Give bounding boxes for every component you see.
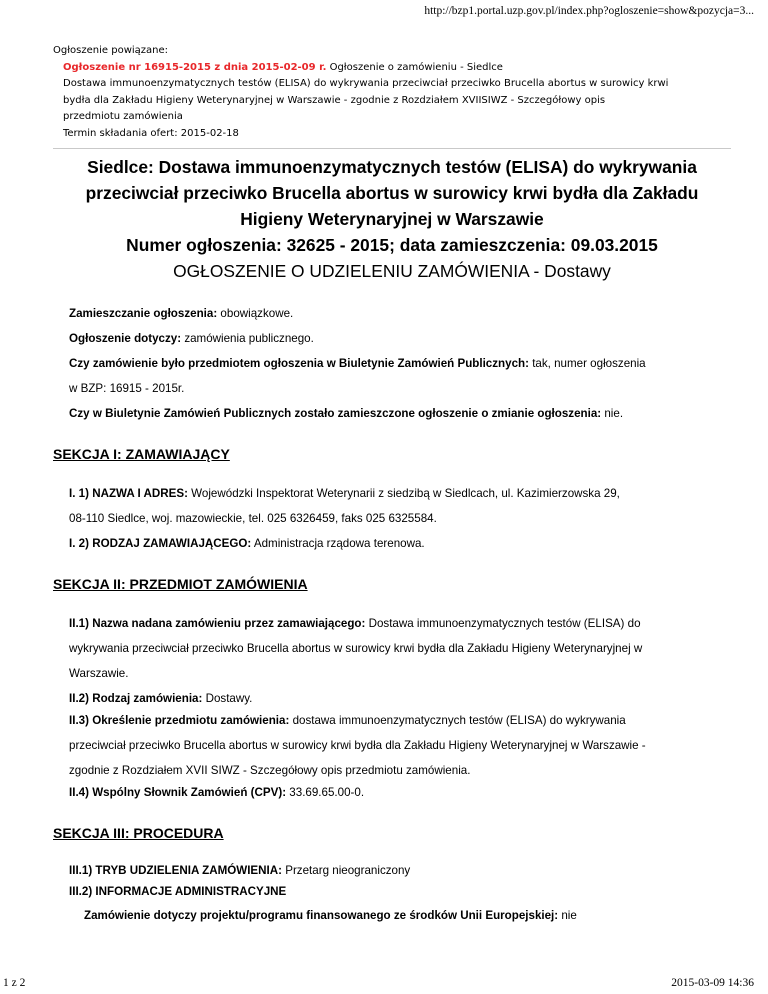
change-notice-field: [69, 407, 623, 420]
field-label: Ogłoszenie dotyczy:: [69, 332, 182, 345]
field-label: Zamówienie dotyczy projektu/programu finansowanego ze środków Unii Europejskiej:: [84, 909, 559, 922]
print-datetime: 2015-03-09 14:36: [671, 977, 754, 989]
title-line: Siedlce: Dostawa immunoenzymatycznych testów (ELISA) do wykrywania: [87, 157, 697, 177]
field-label: II.1) Nazwa nadana zamówieniu przez zamawiającego:: [69, 617, 366, 630]
field-value: Administracja rządowa terenowa.: [251, 537, 425, 550]
title-line: przeciwciał przeciwko Brucella abortus w surowicy krwi bydła dla Zakładu: [85, 183, 699, 203]
contract-type: [69, 692, 252, 705]
related-desc-line: Dostawa immunoenzymatycznych testów (ELISA) do wykrywania przeciwciał przeciwko Brucella abortus w surowicy krwi: [63, 78, 669, 89]
field-value: Przetarg nieograniczony: [281, 864, 411, 877]
related-desc-line: przedmiotu zamówienia: [63, 111, 183, 122]
related-heading: Ogłoszenie powiązane:: [53, 45, 169, 56]
field-label: Czy zamówienie było przedmiotem ogłoszenia w Biuletynie Zamówień Publicznych:: [69, 357, 529, 370]
related-desc-line: bydła dla Zakładu Higieny Weterynaryjnej w Warszawie - zgodnie z Rozdziałem XVIISIWZ - Szczegółowy opis: [63, 94, 606, 106]
field-label: II.2) Rodzaj zamówienia:: [69, 692, 203, 705]
contracting-authority-name: [69, 487, 620, 500]
field-label: II.3) Określenie przedmiotu zamówienia:: [69, 714, 290, 727]
field-label: Czy w Biuletynie Zamówień Publicznych zostało zamieszczone ogłoszenie o zmianie ogłoszenia:: [69, 407, 602, 420]
field-label: I. 2) RODZAJ ZAMAWIAJĄCEGO:: [69, 537, 252, 550]
publication-field: [69, 307, 293, 320]
title-line: Higieny Weterynaryjnej w Warszawie: [240, 209, 544, 229]
cpv-code: [69, 786, 364, 799]
contract-name-cont: wykrywania przeciwciał przeciwko Brucella abortus w surowicy krwi bydła dla Zakładu Higieny Weterynaryjnej w: [69, 642, 643, 655]
field-value: 33.69.65.00-0.: [286, 786, 365, 799]
related-notice: [53, 43, 733, 142]
notice-type-subtitle: OGŁOSZENIE O UDZIELENIU ZAMÓWIENIA - Dostawy: [173, 261, 611, 281]
contract-subject: [69, 714, 626, 727]
field-value: nie.: [601, 407, 624, 420]
print-header-url: http://bzp1.portal.uzp.gov.pl/index.php?ogloszenie=show&pozycja=3...: [424, 5, 754, 17]
section-heading-3: SEKCJA III: PROCEDURA: [53, 825, 224, 841]
concerns-field: [69, 332, 314, 345]
contracting-authority-type: [69, 537, 425, 550]
bzp-field: [69, 357, 646, 370]
divider: [53, 148, 731, 149]
related-deadline: Termin składania ofert: 2015-02-18: [63, 127, 239, 139]
bzp-field-cont: w BZP: 16915 - 2015r.: [69, 382, 185, 395]
field-label: III.2) INFORMACJE ADMINISTRACYJNE: [69, 885, 287, 898]
section-heading-1: SEKCJA I: ZAMAWIAJĄCY: [53, 446, 230, 462]
field-label: III.1) TRYB UDZIELENIA ZAMÓWIENIA:: [69, 864, 282, 877]
section-heading-2: SEKCJA II: PRZEDMIOT ZAMÓWIENIA: [53, 576, 308, 592]
contract-subject-cont: przeciwciał przeciwko Brucella abortus w surowicy krwi bydła dla Zakładu Higieny Weterynaryjnej w Warszawie -: [69, 739, 646, 752]
field-value: dostawa immunoenzymatycznych testów (ELISA) do wykrywania: [289, 714, 626, 727]
field-value: Wojewódzki Inspektorat Weterynarii z siedzibą w Siedlcach, ul. Kazimierzowska 29,: [187, 487, 620, 500]
contract-subject-cont: zgodnie z Rozdziałem XVII SIWZ - Szczegółowy opis przedmiotu zamówienia.: [69, 764, 471, 777]
related-link-line: [53, 60, 733, 77]
field-label: I. 1) NAZWA I ADRES:: [69, 487, 188, 500]
contracting-authority-address: 08-110 Siedlce, woj. mazowieckie, tel. 025 6326459, faks 025 6325584.: [69, 512, 437, 525]
notice-number-line: Numer ogłoszenia: 32625 - 2015; data zamieszczenia: 09.03.2015: [126, 235, 658, 255]
page-number: 1 z 2: [3, 977, 26, 989]
field-value: Dostawa immunoenzymatycznych testów (ELISA) do: [365, 617, 641, 630]
procedure-type: [69, 864, 410, 877]
field-value: Dostawy.: [202, 692, 253, 705]
field-label: II.4) Wspólny Słownik Zamówień (CPV):: [69, 786, 287, 799]
admin-info-heading: [69, 885, 286, 898]
field-label: Zamieszczanie ogłoszenia:: [69, 307, 218, 320]
contract-name: [69, 617, 641, 630]
field-value: zamówienia publicznego.: [181, 332, 314, 345]
field-value: obowiązkowe.: [217, 307, 294, 320]
related-link-suffix: Ogłoszenie o zamówieniu - Siedlce: [326, 61, 503, 73]
contract-name-cont: Warszawie.: [69, 667, 129, 680]
page-title: [53, 154, 731, 284]
related-notice-link[interactable]: Ogłoszenie nr 16915-2015 z dnia 2015-02-09 r.: [63, 61, 327, 73]
eu-funding-field: [84, 909, 577, 922]
field-value: tak, numer ogłoszenia: [528, 357, 646, 370]
field-value: nie: [558, 909, 577, 922]
